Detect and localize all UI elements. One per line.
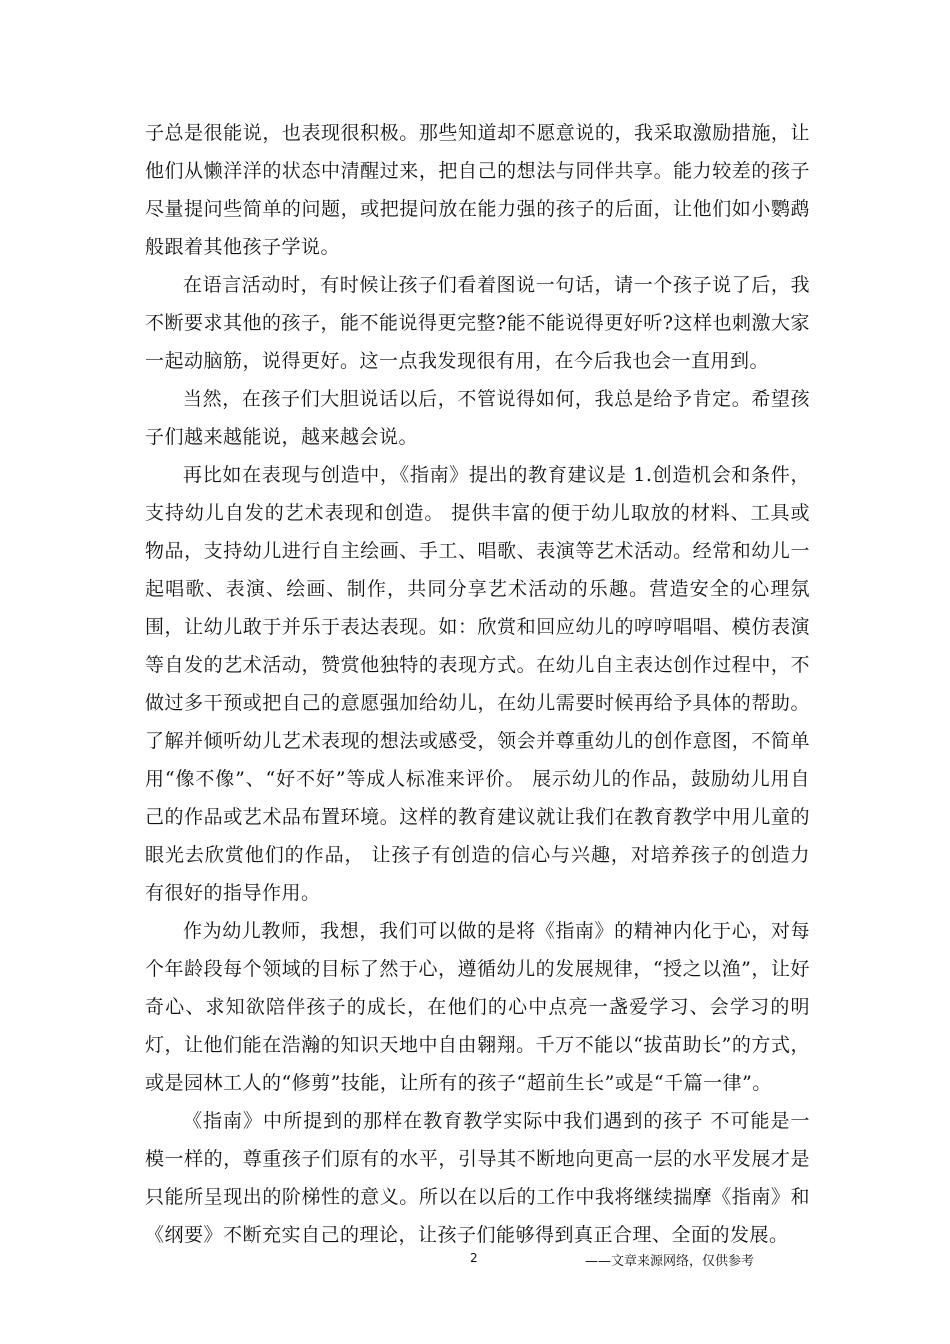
paragraph-conclusion: 《指南》中所提到的那样在教育教学实际中我们遇到的孩子 不可能是一模一样的，尊重孩子们原有的水平，引导其不断地向更高一层的水平发展才是只能所呈现出的阶梯性的意义。所以在以后的工作中我将继续揣摩《指南》和《纲要》不断充实自己的理论，让孩子们能够得到真正合理、全面的发展。 <box>145 1110 810 1246</box>
paragraph-language-activity: 在语言活动时，有时候让孩子们看着图说一句话，请一个孩子说了后，我不断要求其他的孩子，能不能说得更完整?能不能说得更好听?这样也刺激大家一起动脑筋，说得更好。这一点我发现很有用，在今后我也会一直用到。 <box>145 274 810 372</box>
body-text <box>145 114 810 1254</box>
page-number: 2 <box>470 1251 478 1265</box>
paragraph-expression-creation: 再比如在表现与创造中，《指南》提出的教育建议是 1.创造机会和条件，支持幼儿自发的艺术表现和创造。 提供丰富的便于幼儿取放的材料、工具或物品，支持幼儿进行自主绘画、手工、唱歌、表演等艺术活动。经常和幼儿一起唱歌、表演、绘画、制作，共同分享艺术活动的乐趣。营造安全的心理氛围，让幼儿敢于并乐于表达表现。如：欣赏和回应幼儿的哼哼唱唱、模仿表演等自发的艺术活动，赞赏他独特的表现方式。在幼儿自主表达创作过程中，不做过多干预或把自己的意愿强加给幼儿，在幼儿需要时候再给予具体的帮助。了解并倾听幼儿艺术表现的想法或感受，领会并尊重幼儿的创作意图，不简单用“像不像”、“好不好”等成人标准来评价。 展示幼儿的作品，鼓励幼儿用自己的作品或艺术品布置环境。这样的教育建议就让我们在教育教学中用儿童的眼光去欣赏他们的作品， 让孩子有创造的信心与兴趣，对培养孩子的创造力有很好的指导作用。 <box>145 464 810 904</box>
paragraph-teacher-reflection: 作为幼儿教师，我想，我们可以做的是将《指南》的精神内化于心，对每个年龄段每个领域的目标了然于心，遵循幼儿的发展规律，“授之以渔”，让好奇心、求知欲陪伴孩子的成长，在他们的心中点亮一盏爱学习、会学习的明灯，让他们能在浩瀚的知识天地中自由翱翔。千万不能以“拔苗助长”的方式，或是园林工人的“修剪”技能，让所有的孩子“超前生长”或是“千篇一律”。 <box>145 920 810 1094</box>
paragraph-affirmation: 当然，在孩子们大胆说话以后，不管说得如何，我总是给予肯定。希望孩子们越来越能说，越来越会说。 <box>145 388 810 448</box>
paragraph-continuation: 子总是很能说，也表现很积极。那些知道却不愿意说的，我采取激励措施，让他们从懒洋洋的状态中清醒过来，把自己的想法与同伴共享。能力较差的孩子尽量提问些简单的问题，或把提问放在能力强的孩子的后面，让他们如小鹦鹉般跟着其他孩子学说。 <box>145 122 810 258</box>
footer-source-note: ——文章来源网络，仅供参考 <box>585 1254 755 1269</box>
